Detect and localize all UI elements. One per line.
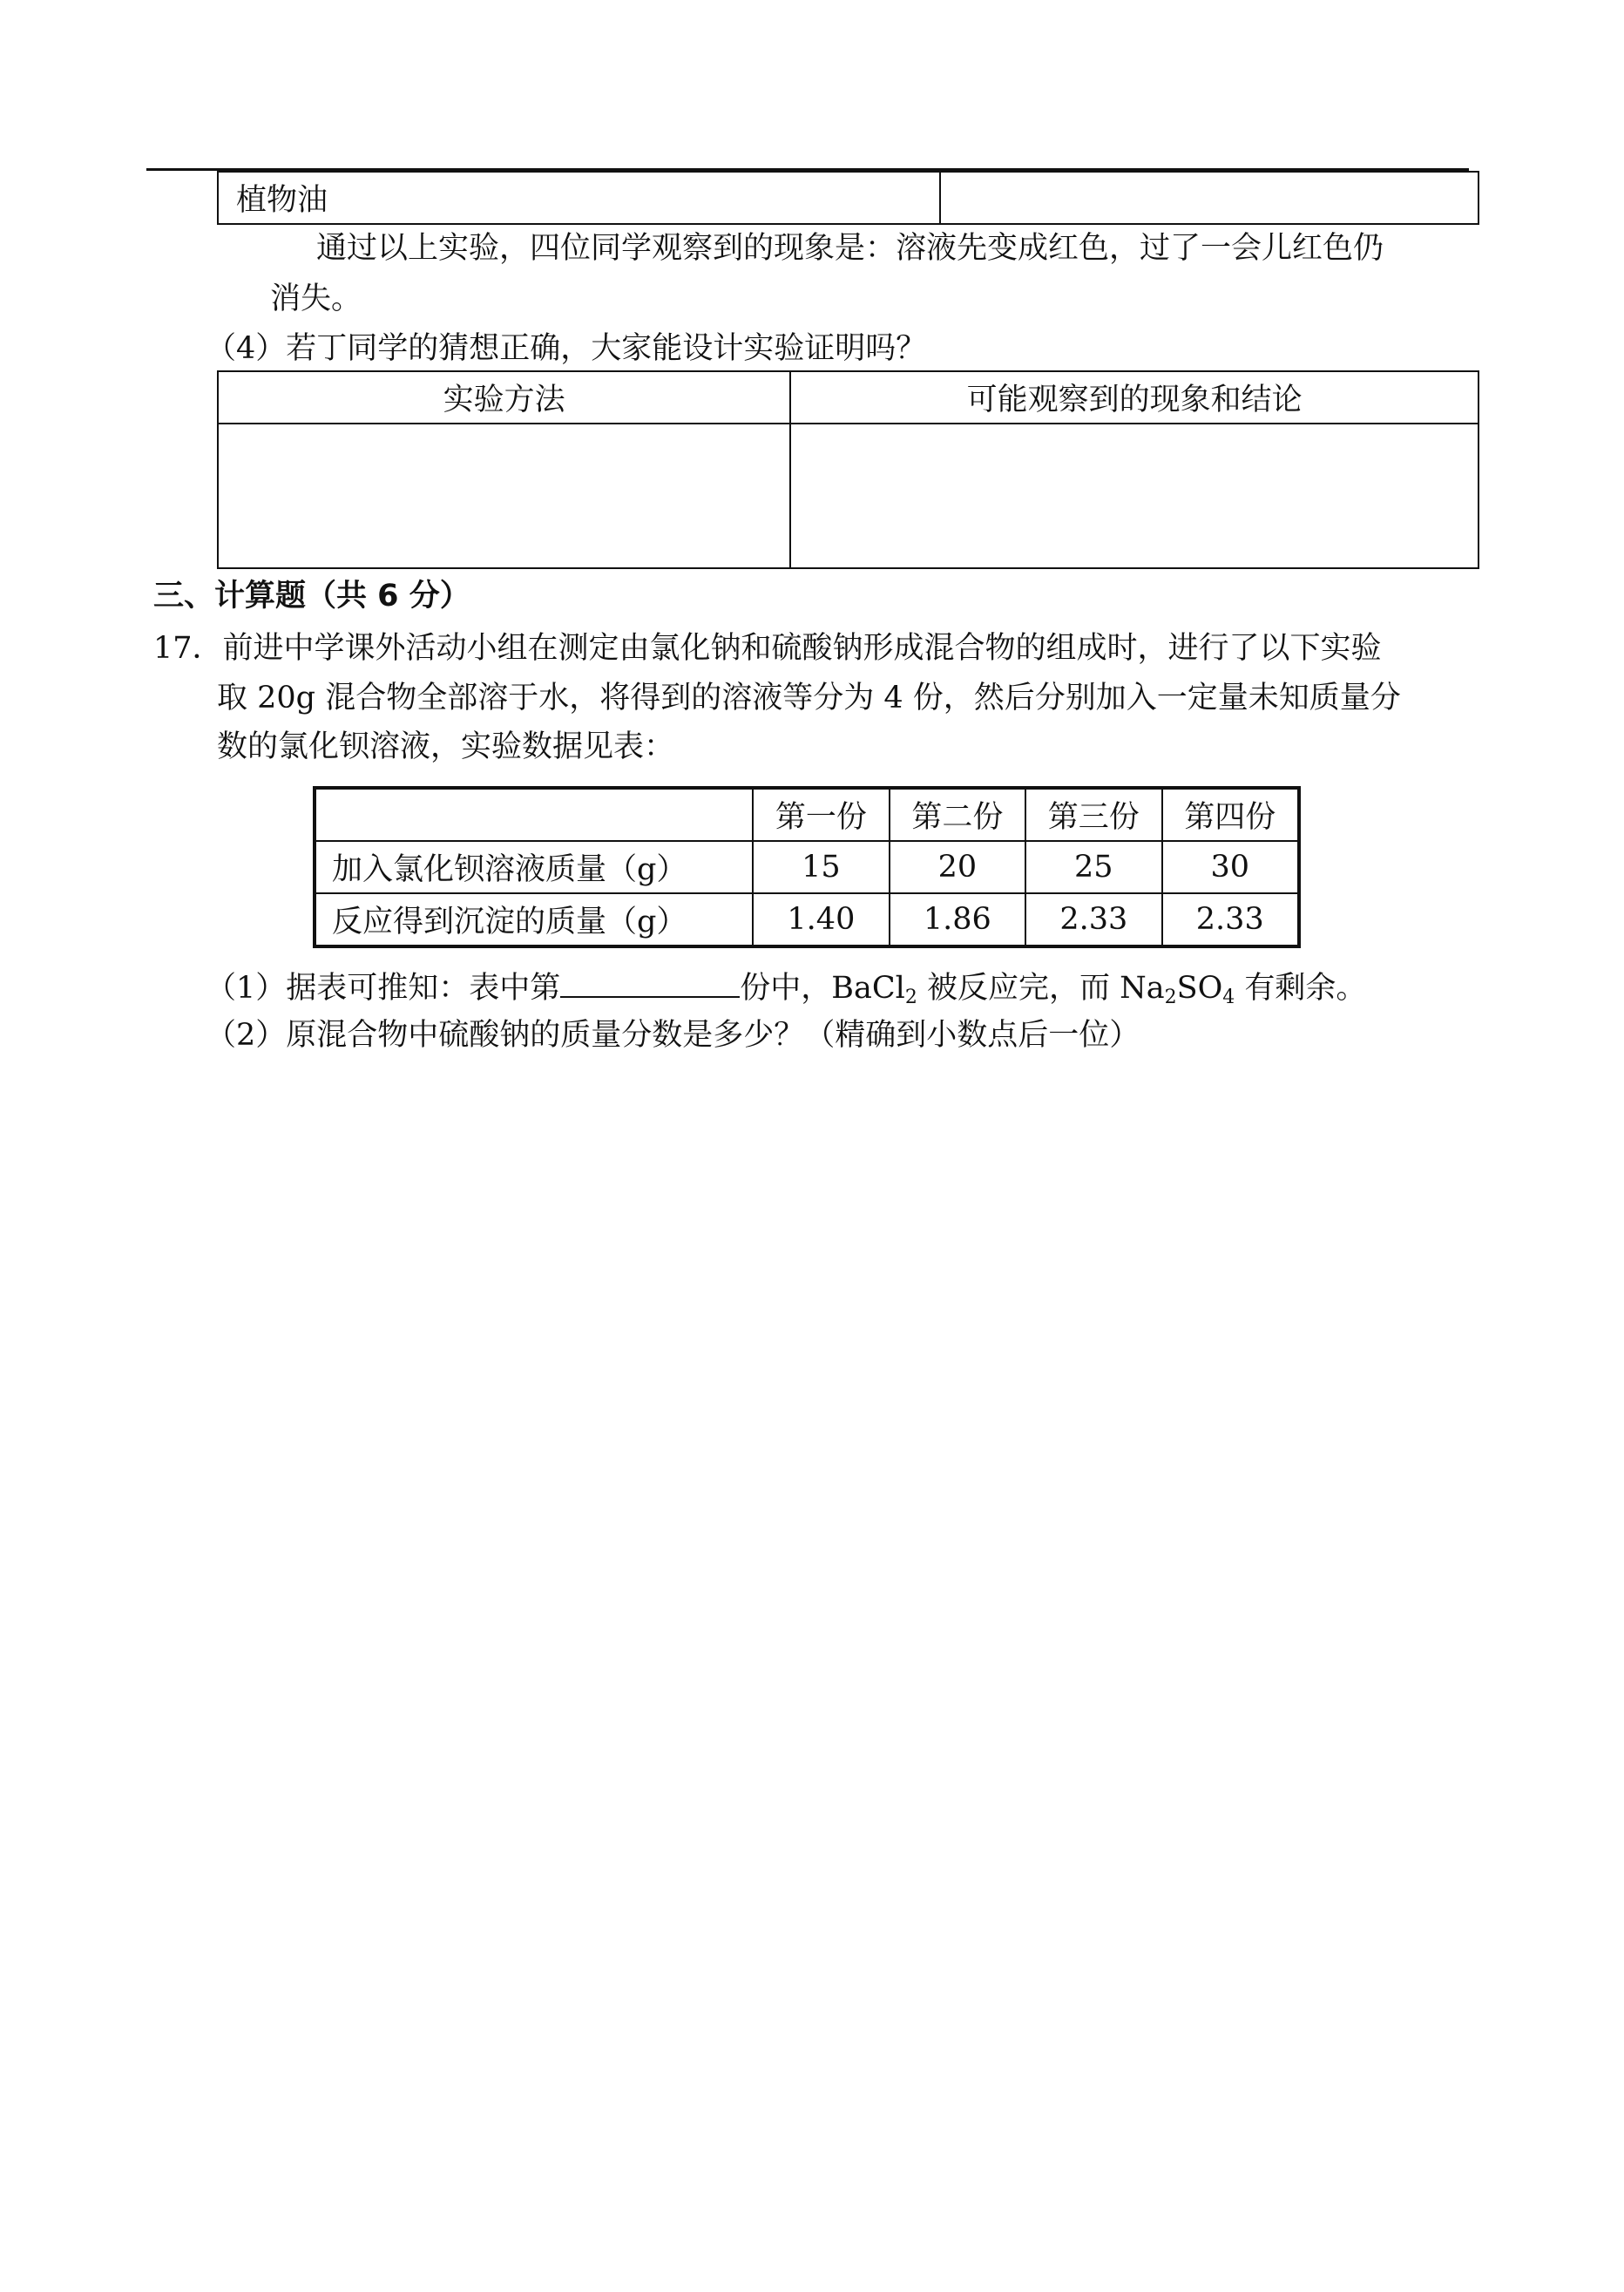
observation-line-1: 通过以上实验，四位同学观察到的现象是：溶液先变成红色，过了一会儿红色仍 [316, 231, 1384, 266]
data-table [313, 786, 1301, 948]
observation-line-2: 消失。 [270, 281, 362, 316]
subscript: 4 [1222, 987, 1235, 1008]
table-row [315, 893, 1299, 946]
table-header-row [315, 788, 1299, 841]
table-row [218, 424, 1479, 568]
table-cell: 1.86 [890, 893, 1025, 946]
table-cell: 2.33 [1162, 893, 1299, 946]
header-cell: 第二份 [890, 788, 1025, 841]
subscript: 2 [904, 987, 917, 1008]
sub-question-2: （2）原混合物中硫酸钠的质量分数是多少？（精确到小数点后一位） [206, 1018, 1140, 1053]
header-cell: 第四份 [1162, 788, 1299, 841]
header-cell: 第三份 [1025, 788, 1161, 841]
col-header-result: 可能观察到的现象和结论 [790, 371, 1479, 424]
table-row [218, 371, 1479, 424]
subscript: 2 [1164, 987, 1177, 1008]
col-header-method: 实验方法 [218, 371, 790, 424]
method-answer-cell[interactable] [218, 424, 790, 568]
table-row [315, 841, 1299, 893]
row-label: 反应得到沉淀的质量（g） [315, 893, 753, 946]
sub-q1-suffix: 有剩余。 [1235, 971, 1367, 1006]
q17-line-2: 取 20g 混合物全部溶于水，将得到的溶液等分为 4 份，然后分别加入一定量未知质量分 [217, 681, 1401, 715]
table-cell: 30 [1162, 841, 1299, 893]
q17-line-3: 数的氯化钡溶液，实验数据见表： [217, 729, 675, 764]
oil-table [217, 171, 1479, 225]
q17-line-1: 17．前进中学课外活动小组在测定由氯化钠和硫酸钠形成混合物的组成时，进行了以下实验 [153, 631, 1382, 666]
experiment-design-table [217, 370, 1479, 569]
table-cell: 25 [1025, 841, 1161, 893]
section-title: 三、计算题（共 6 分） [153, 579, 470, 614]
sub-q1-middle: 份中，BaCl [740, 971, 905, 1006]
header-cell: 第一份 [753, 788, 889, 841]
table-row [218, 172, 1479, 224]
table-cell: 15 [753, 841, 889, 893]
sub-q1-mid2: 被反应完，而 Na [917, 971, 1165, 1006]
answer-blank[interactable] [560, 970, 740, 998]
table-cell: 20 [890, 841, 1025, 893]
q4-text: （4）若丁同学的猜想正确，大家能设计实验证明吗？ [206, 331, 927, 366]
oil-row-blank-cell[interactable] [940, 172, 1479, 224]
result-answer-cell[interactable] [790, 424, 1479, 568]
oil-row-label: 植物油 [218, 172, 940, 224]
header-empty-cell [315, 788, 753, 841]
sub-q1-mid3: SO [1176, 971, 1223, 1006]
row-label: 加入氯化钡溶液质量（g） [315, 841, 753, 893]
table-cell: 1.40 [753, 893, 889, 946]
table-cell: 2.33 [1025, 893, 1161, 946]
sub-q1-prefix: （1）据表可推知：表中第 [206, 971, 561, 1006]
sub-question-1 [206, 970, 1367, 1008]
